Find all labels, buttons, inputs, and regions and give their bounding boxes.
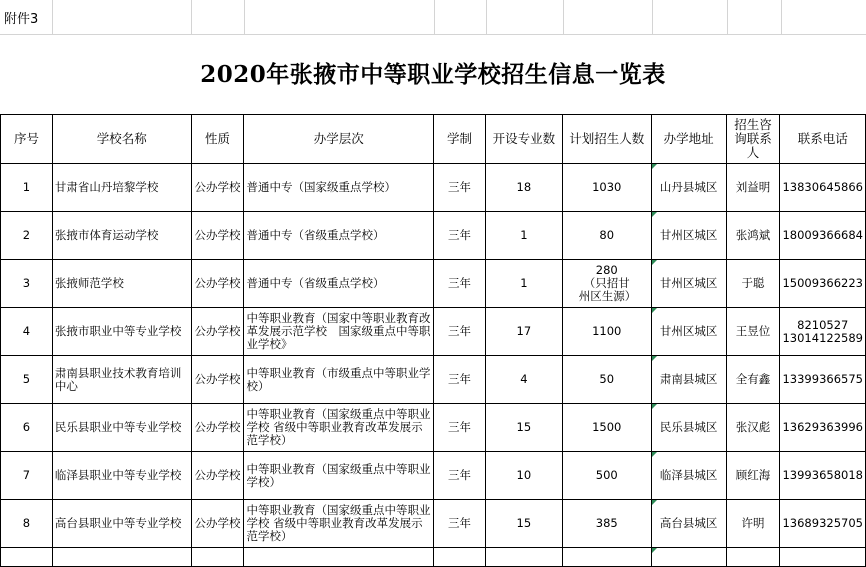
gridline: [0, 34, 866, 35]
cell-address: 临泽县城区: [651, 452, 726, 500]
cell-contact: 刘益明: [726, 164, 780, 212]
cell-years: 三年: [434, 500, 486, 548]
cell-phone: 13993658018: [780, 452, 866, 500]
cell-no: 2: [1, 212, 53, 260]
plan-note: （只招甘州区生源）: [578, 276, 637, 303]
cell-no: 5: [1, 356, 53, 404]
cell-no: 7: [1, 452, 53, 500]
cell-majors: 1: [485, 212, 562, 260]
table-row: [1, 500, 866, 548]
header-level: 办学层次: [244, 115, 434, 164]
cell-school-name: 民乐县职业中等专业学校: [52, 404, 191, 452]
cell-empty: [52, 548, 191, 567]
cell-empty: [434, 548, 486, 567]
cell-no: 4: [1, 308, 53, 356]
cell-majors: 15: [485, 404, 562, 452]
table-row: [1, 212, 866, 260]
table-row-partial: [1, 548, 866, 567]
cell-level: 普通中专（国家级重点学校）: [244, 164, 434, 212]
cell-empty: [244, 548, 434, 567]
cell-plan: 1030: [562, 164, 651, 212]
cell-empty: [191, 548, 244, 567]
cell-nature: 公办学校: [191, 308, 244, 356]
cell-plan: 50: [562, 356, 651, 404]
cell-address: 高台县城区: [651, 500, 726, 548]
cell-plan: 80: [562, 212, 651, 260]
cell-nature: 公办学校: [191, 164, 244, 212]
table-row: [1, 404, 866, 452]
gridline: [727, 0, 728, 35]
cell-school-name: 张掖市体育运动学校: [52, 212, 191, 260]
cell-no: 6: [1, 404, 53, 452]
cell-no: 8: [1, 500, 53, 548]
cell-phone: [780, 308, 866, 356]
phone-line-1: 8210527: [797, 317, 849, 332]
cell-years: 三年: [434, 212, 486, 260]
cell-contact: 王昱位: [726, 308, 780, 356]
cell-contact: 于聪: [726, 260, 780, 308]
cell-level: 普通中专（省级重点学校）: [244, 212, 434, 260]
cell-no: 1: [1, 164, 53, 212]
cell-address: 甘州区城区: [651, 260, 726, 308]
page-title: 2020年张掖市中等职业学校招生信息一览表: [200, 61, 666, 88]
cell-nature: 公办学校: [191, 212, 244, 260]
cell-school-name: 张掖师范学校: [52, 260, 191, 308]
cell-years: 三年: [434, 308, 486, 356]
gridline: [781, 0, 782, 35]
header-majors: 开设专业数: [485, 115, 562, 164]
gridline: [191, 0, 192, 35]
cell-level: 中等职业教育（国家级重点中等职业学校 省级中等职业教育改革发展示范学校）: [244, 500, 434, 548]
header-row: [1, 115, 866, 164]
cell-address: 甘州区城区: [651, 308, 726, 356]
cell-plan: 1100: [562, 308, 651, 356]
phone-line-2: 13014122589: [782, 330, 863, 345]
cell-empty: [651, 548, 726, 567]
table-row: [1, 308, 866, 356]
cell-nature: 公办学校: [191, 260, 244, 308]
cell-plan: [562, 260, 651, 308]
cell-nature: 公办学校: [191, 356, 244, 404]
cell-empty: [780, 548, 866, 567]
cell-majors: 18: [485, 164, 562, 212]
header-years: 学制: [434, 115, 486, 164]
table-row: [1, 452, 866, 500]
cell-plan: 500: [562, 452, 651, 500]
cell-phone: 13399366575: [780, 356, 866, 404]
gridline: [434, 0, 435, 35]
header-no: 序号: [1, 115, 53, 164]
cell-empty: [562, 548, 651, 567]
cell-phone: 13830645866: [780, 164, 866, 212]
header-contact: 招生咨询联系人: [726, 115, 780, 164]
cell-majors: 17: [485, 308, 562, 356]
admissions-table: [0, 114, 866, 567]
cell-level: 中等职业教育（国家级重点中等职业学校 省级中等职业教育改革发展示范学校）: [244, 404, 434, 452]
cell-level: 中等职业教育（国家级重点中等职业学校）: [244, 452, 434, 500]
cell-address: 民乐县城区: [651, 404, 726, 452]
cell-address: 肃南县城区: [651, 356, 726, 404]
cell-empty: [1, 548, 53, 567]
cell-level: 中等职业教育（国家中等职业教育改革发展示范学校 国家级重点中等职业学校》: [244, 308, 434, 356]
cell-plan: 385: [562, 500, 651, 548]
cell-contact: 张汉彪: [726, 404, 780, 452]
cell-years: 三年: [434, 404, 486, 452]
cell-years: 三年: [434, 260, 486, 308]
cell-plan: 1500: [562, 404, 651, 452]
plan-value: 280: [595, 263, 618, 277]
cell-school-name: 肃南县职业技术教育培训中心: [52, 356, 191, 404]
cell-years: 三年: [434, 356, 486, 404]
cell-majors: 1: [485, 260, 562, 308]
table-row: [1, 356, 866, 404]
attachment-label: 附件3: [4, 12, 39, 27]
header-phone: 联系电话: [780, 115, 866, 164]
gridline: [486, 0, 487, 35]
gridline: [563, 0, 564, 35]
cell-school-name: 高台县职业中等专业学校: [52, 500, 191, 548]
cell-nature: 公办学校: [191, 404, 244, 452]
gridline: [52, 0, 53, 35]
header-plan: 计划招生人数: [562, 115, 651, 164]
header-address: 办学地址: [651, 115, 726, 164]
cell-address: 山丹县城区: [651, 164, 726, 212]
cell-years: 三年: [434, 164, 486, 212]
cell-school-name: 临泽县职业中等专业学校: [52, 452, 191, 500]
table-row: [1, 260, 866, 308]
cell-level: 中等职业教育（市级重点中等职业学校）: [244, 356, 434, 404]
cell-majors: 10: [485, 452, 562, 500]
cell-contact: 许明: [726, 500, 780, 548]
cell-phone: 18009366684: [780, 212, 866, 260]
cell-majors: 4: [485, 356, 562, 404]
table-row: [1, 164, 866, 212]
cell-school-name: 张掖市职业中等专业学校: [52, 308, 191, 356]
cell-nature: 公办学校: [191, 500, 244, 548]
cell-majors: 15: [485, 500, 562, 548]
cell-contact: 张鸿斌: [726, 212, 780, 260]
gridline: [244, 0, 245, 35]
cell-phone: 13689325705: [780, 500, 866, 548]
cell-contact: 顾红海: [726, 452, 780, 500]
cell-empty: [726, 548, 780, 567]
cell-phone: 15009366223: [780, 260, 866, 308]
cell-address: 甘州区城区: [651, 212, 726, 260]
cell-school-name: 甘肃省山丹培黎学校: [52, 164, 191, 212]
cell-level: 普通中专（省级重点学校）: [244, 260, 434, 308]
cell-phone: 13629363996: [780, 404, 866, 452]
cell-nature: 公办学校: [191, 452, 244, 500]
header-nature: 性质: [191, 115, 244, 164]
cell-empty: [485, 548, 562, 567]
cell-years: 三年: [434, 452, 486, 500]
gridline: [652, 0, 653, 35]
cell-contact: 全有鑫: [726, 356, 780, 404]
header-school-name: 学校名称: [52, 115, 191, 164]
cell-no: 3: [1, 260, 53, 308]
